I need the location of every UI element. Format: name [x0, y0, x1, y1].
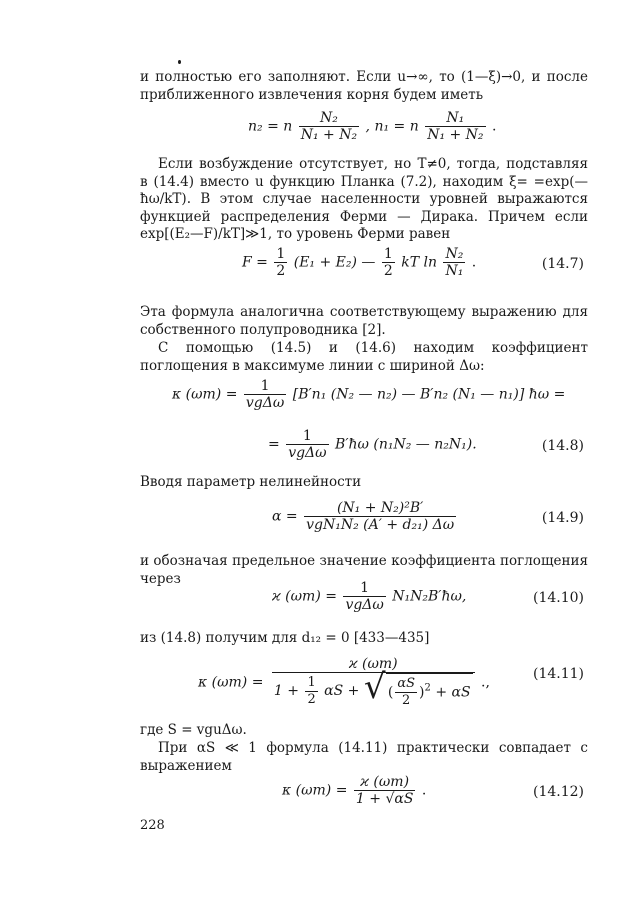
paragraph-analogy: Эта формула аналогична соответствующему выражению для собственного полупроводника [2]. — [140, 304, 588, 338]
equation-n-ratio: n₂ = n $\frac{\text{N₂}}{\text{N₁ + N₂}}$ , n₁ = n $\frac{\text{N₁}}{\text{N₁ + N₂}}$ . — [248, 110, 497, 143]
equation-14-8-line1: κ (ωm) = $\frac{1}{\text{vgΔω}}$ [B′n₁ (N₂ — n₂) — B′n₂ (N₁ — n₁)] ħω = — [172, 378, 566, 411]
equation-number-14-7: (14.7) — [541, 256, 584, 272]
paragraph-nonlinearity: Вводя параметр нелинейности — [140, 474, 362, 490]
paragraph-limit-value: и обозначая предельное значение коэффициента поглощения через — [140, 553, 588, 587]
page-number: 228 — [140, 818, 165, 833]
equation-14-12: κ (ωm) = $\frac{ϰ (\omega m)}{1 + √\alpha S}$ . — [282, 774, 427, 807]
fraction: $\frac{\text{N₂}}{\text{N₁ + N₂}}$ — [300, 110, 358, 143]
equation-number-14-10: (14.10) — [532, 590, 584, 606]
equation-number-14-11: (14.11) — [532, 666, 584, 682]
fraction: $\frac{\text{N₁}}{\text{N₁ + N₂}}$ — [427, 110, 484, 143]
paragraph-no-excitation: Если возбуждение отсутствует, но T≠0, тогда, подставляя в (14.4) вместо u функцию Планка (7.2), находим ξ= =exp(—ħω/kT). В этом случае населенности уровней выражаются функцией распределения Ферми — Дирака. Причем если exp[(E₂—F)/kT]≫1, то уровень Ферми равен — [140, 156, 588, 242]
paragraph-intro: и полностью его заполняют. Если u→∞, то (1—ξ)→0, и после приближенного извлечения корня будем иметь — [140, 69, 588, 103]
equation-14-10: ϰ (ωm) = $\frac{1}{\text{vgΔω}}$ N₁N₂B′ħω, — [272, 580, 467, 613]
equation-14-11: κ (ωm) = ϰ (ωm) 1 + $\frac{1}{2}$ αS + √ ( $\frac{\alpha S}{2}$ )$^2$ + αS ., — [198, 656, 490, 708]
paragraph-absorption: С помощью (14.5) и (14.6) находим коэффициент поглощения в максимуме линии с шириной Δω: — [140, 340, 588, 374]
paragraph-small-alpha: При αS ≪ 1 формула (14.11) практически совпадает с выражением — [140, 740, 588, 774]
eq-n1-lhs: , n₁ = n — [365, 118, 419, 135]
equation-14-7: F = $\frac{1}{2}$ (E₁ + E₂) — $\frac{1}{2}$ kT ln $\frac{\text{N₂}}{\text{N₁}}$ . — [242, 246, 477, 279]
eq-n2-lhs: n₂ = n — [248, 118, 293, 135]
ink-dot — [178, 60, 181, 64]
equation-14-9: α = $\frac{\text{(N₁ + N₂)²B′}}{\text{vgN₁N₂ (A′ + d₂₁) Δω}}$ — [272, 500, 455, 533]
equation-number-14-12: (14.12) — [532, 784, 584, 800]
equation-number-14-8: (14.8) — [541, 438, 584, 454]
paragraph-where-s: где S = vguΔω. — [140, 722, 247, 738]
square-root: √ ( $\frac{\alpha S}{2}$ )$^2$ + αS — [363, 667, 471, 708]
paragraph-from-14-8: из (14.8) получим для d₁₂ = 0 [433—435] — [140, 630, 430, 646]
equation-14-8-line2: = $\frac{1}{\text{vgΔω}}$ B′ħω (n₁N₂ — n₂N₁). — [268, 428, 477, 461]
equation-number-14-9: (14.9) — [541, 510, 584, 526]
